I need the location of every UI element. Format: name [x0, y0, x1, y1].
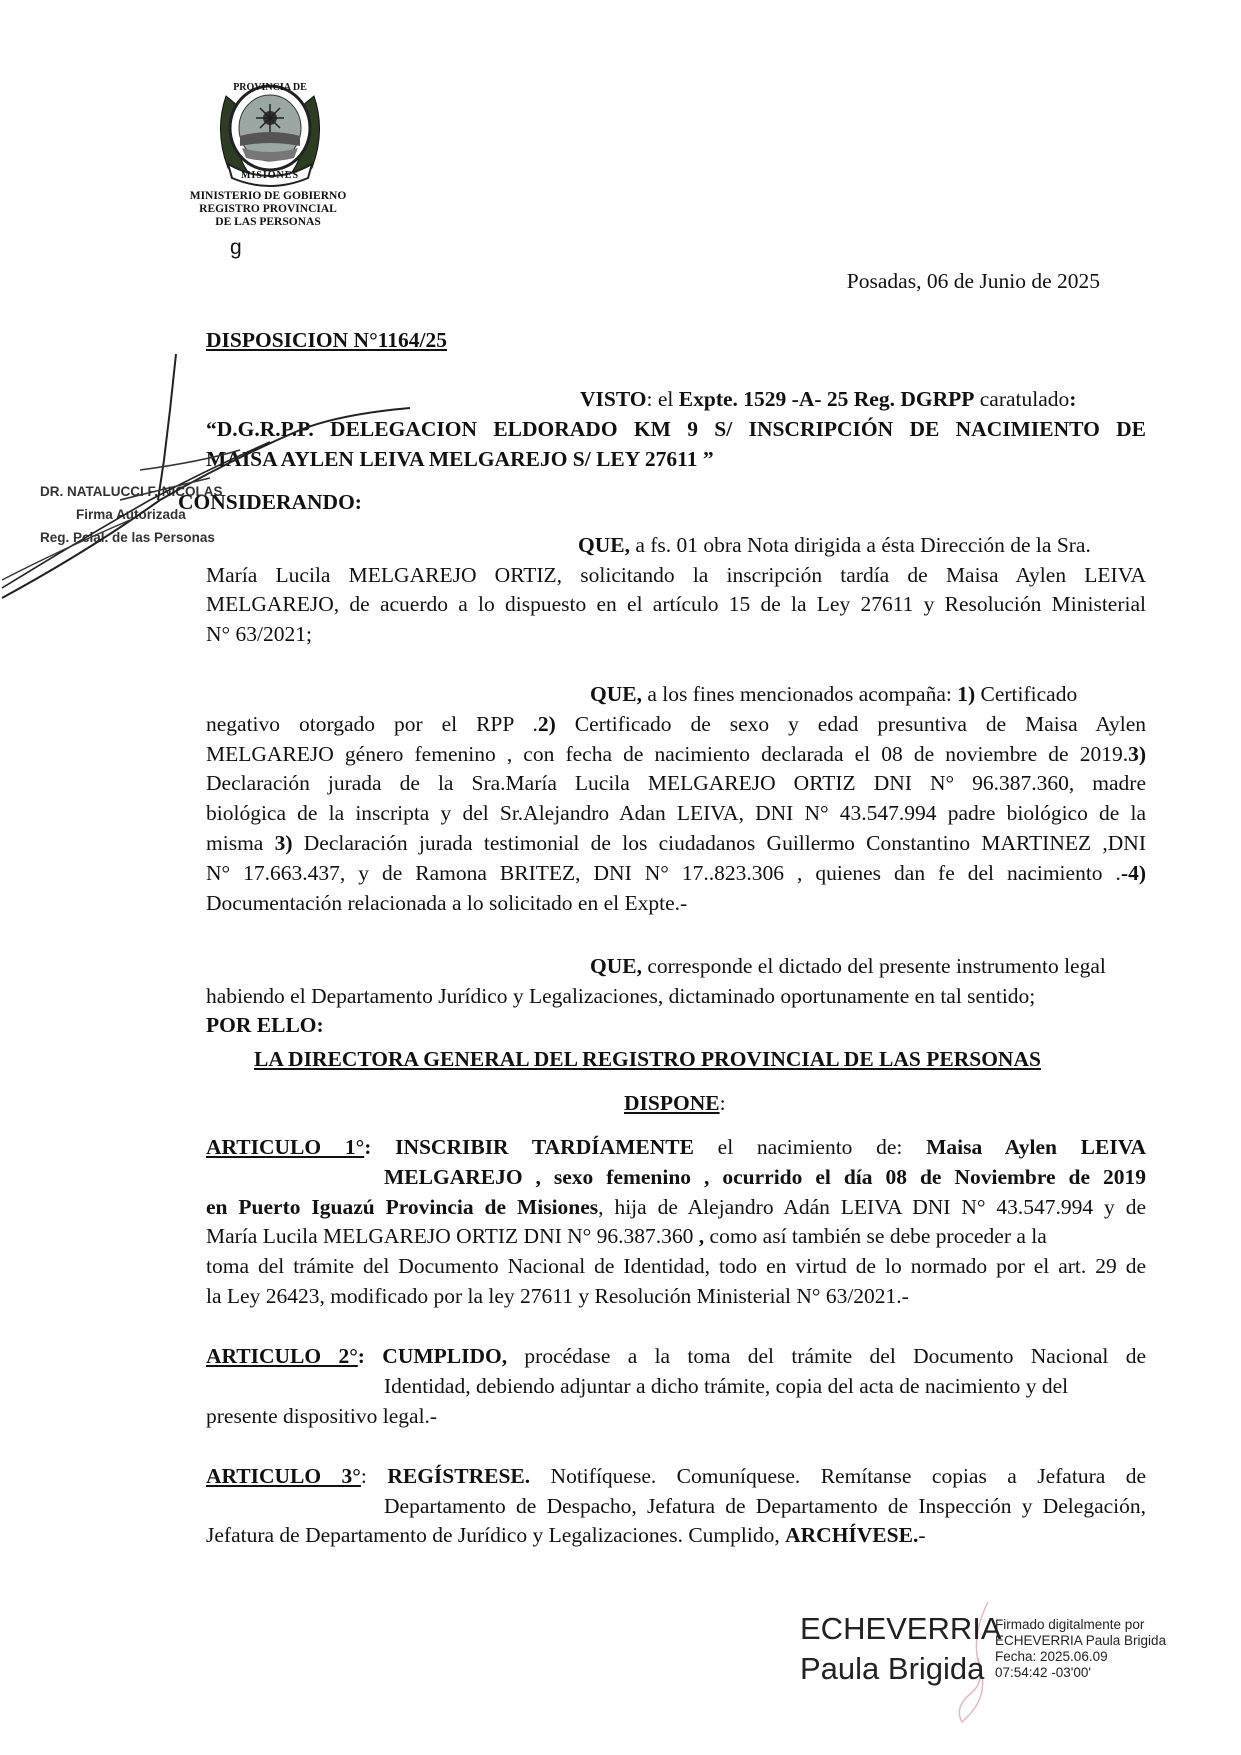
que2-line-1: QUE, a los fines mencionados acompaña: 1) Certificado — [590, 682, 1078, 706]
handwritten-signature — [0, 350, 420, 630]
art2-line-3: presente dispositivo legal.- — [206, 1404, 438, 1428]
art3-line-3: Jefatura de Departamento de Jurídico y Legalizaciones. Cumplido, ARCHÍVESE.- — [206, 1523, 926, 1547]
dispone-heading: DISPONE: — [624, 1091, 726, 1115]
art2-line-1: ARTICULO 2°: CUMPLIDO, procédase a la toma del trámite del Documento Nacional de — [206, 1344, 1146, 1368]
considerando-heading: CONSIDERANDO: — [178, 490, 362, 514]
art3-line-2: Departamento de Despacho, Jefatura de Departamento de Inspección y Delegación, — [384, 1494, 1146, 1518]
ministry-line-2: REGISTRO PROVINCIAL — [199, 203, 337, 215]
visto-label: VISTO — [580, 387, 647, 411]
que1-line-1: QUE, a fs. 01 obra Nota dirigida a ésta Dirección de la Sra. — [578, 533, 1091, 557]
que2-line-6: misma 3) Declaración jurada testimonial de los ciudadanos Guillermo Constantino MARTINEZ ,DNI — [206, 831, 1146, 855]
stamp-line-1: DR. NATALUCCI F. NICOLAS — [40, 484, 223, 499]
art1-line-5: toma del trámite del Documento Nacional de Identidad, todo en virtud de lo normado por el art. 29 de — [206, 1254, 1146, 1278]
title-text: DISPOSICION N°1164/25 — [206, 328, 447, 352]
art3-line-1: ARTICULO 3°: REGÍSTRESE. Notifíquese. Comuníquese. Remítanse copias a Jefatura de — [206, 1464, 1146, 1488]
que2-line-8: Documentación relacionada a lo solicitado en el Expte.- — [206, 891, 688, 915]
que2-label: QUE, — [590, 682, 642, 706]
visto-line-2: “D.G.R.P.P. DELEGACION ELDORADO KM 9 S/ INSCRIPCIÓN DE NACIMIENTO DE — [206, 417, 1146, 441]
art1-line-2: MELGAREJO , sexo femenino , ocurrido el día 08 de Noviembre de 2019 — [384, 1165, 1146, 1189]
que3-line-2: habiendo el Departamento Jurídico y Legalizaciones, dictaminado oportunamente en tal sentido; — [206, 984, 1036, 1008]
visto-line-3: MAISA AYLEN LEIVA MELGAREJO S/ LEY 27611 ” — [206, 447, 714, 471]
visto-line-1: VISTO: el Expte. 1529 -A- 25 Reg. DGRPP caratulado: — [580, 387, 1077, 411]
art1-line-6: la Ley 26423, modificado por la ley 27611 y Resolución Ministerial N° 63/2021.- — [206, 1284, 909, 1308]
que1-line-2: María Lucila MELGAREJO ORTIZ, solicitando la inscripción tardía de Maisa Aylen LEIVA — [206, 563, 1146, 587]
art2-label: ARTICULO 2° — [206, 1344, 358, 1368]
directora-heading: LA DIRECTORA GENERAL DEL REGISTRO PROVINCIAL DE LAS PERSONAS — [254, 1047, 1041, 1071]
que2-line-2: negativo otorgado por el RPP .2) Certificado de sexo y edad presuntiva de Maisa Aylen — [206, 712, 1146, 736]
que3-line-1: QUE, corresponde el dictado del presente instrumento legal — [590, 954, 1106, 978]
art3-label: ARTICULO 3° — [206, 1464, 361, 1488]
que1-label: QUE, — [578, 533, 630, 557]
que2-line-3: MELGAREJO género femenino , con fecha de nacimiento declarada el 08 de noviembre de 2019.3) — [206, 742, 1146, 766]
digital-signature-info: Firmado digitalmente por ECHEVERRIA Paula Brigida Fecha: 2025.06.09 07:54:42 -03'00' — [995, 1617, 1167, 1680]
art2-line-2: Identidad, debiendo adjuntar a dicho trámite, copia del acta de nacimiento y del — [384, 1374, 1069, 1398]
stamp-line-3: Reg. Pcial. de las Personas — [40, 530, 215, 545]
por-ello: POR ELLO: — [206, 1013, 324, 1037]
que2-line-4: Declaración jurada de la Sra.María Lucila MELGAREJO ORTIZ DNI N° 96.387.360, madre — [206, 771, 1146, 795]
que1-line-4: N° 63/2021; — [206, 622, 312, 646]
stray-mark: g — [230, 236, 242, 259]
ministry-heading — [168, 190, 368, 229]
que2-line-7: N° 17.663.437, y de Ramona BRITEZ, DNI N° 17..823.306 , quienes dan fe del nacimiento .-4) — [206, 861, 1146, 885]
que3-label: QUE, — [590, 954, 642, 978]
seal-text-bottom: MISIONES — [240, 170, 299, 181]
art1-line-1: ARTICULO 1°: INSCRIBIR TARDÍAMENTE el nacimiento de: Maisa Aylen LEIVA — [206, 1135, 1146, 1159]
ministry-line-3: DE LAS PERSONAS — [215, 216, 321, 228]
que2-line-5: biológica de la inscripta y del Sr.Alejandro Adan LEIVA, DNI N° 43.547.994 padre biológico de la — [206, 801, 1146, 825]
art1-line-4: María Lucila MELGAREJO ORTIZ DNI N° 96.387.360 , como así también se debe proceder a la — [206, 1224, 1047, 1248]
signer-name-line-2: Paula Brigida — [800, 1651, 985, 1686]
seal-text-top: PROVINCIA DE — [233, 82, 307, 93]
que1-line-3: MELGAREJO, de acuerdo a lo dispuesto en el artículo 15 de la Ley 27611 y Resolución Ministerial — [206, 592, 1146, 616]
expte-number: Expte. 1529 -A- 25 Reg. DGRPP — [678, 387, 975, 411]
art1-label: ARTICULO 1° — [206, 1135, 365, 1159]
ministry-line-1: MINISTERIO DE GOBIERNO — [189, 190, 347, 202]
signer-name-line-1: ECHEVERRIA — [800, 1611, 1002, 1646]
place-date: Posadas, 06 de Junio de 2025 — [846, 269, 1100, 293]
art1-line-3: en Puerto Iguazú Provincia de Misiones, hija de Alejandro Adán LEIVA DNI N° 43.547.994 y de — [206, 1195, 1146, 1219]
stamp-line-2: Firma Autorizada — [76, 507, 186, 522]
